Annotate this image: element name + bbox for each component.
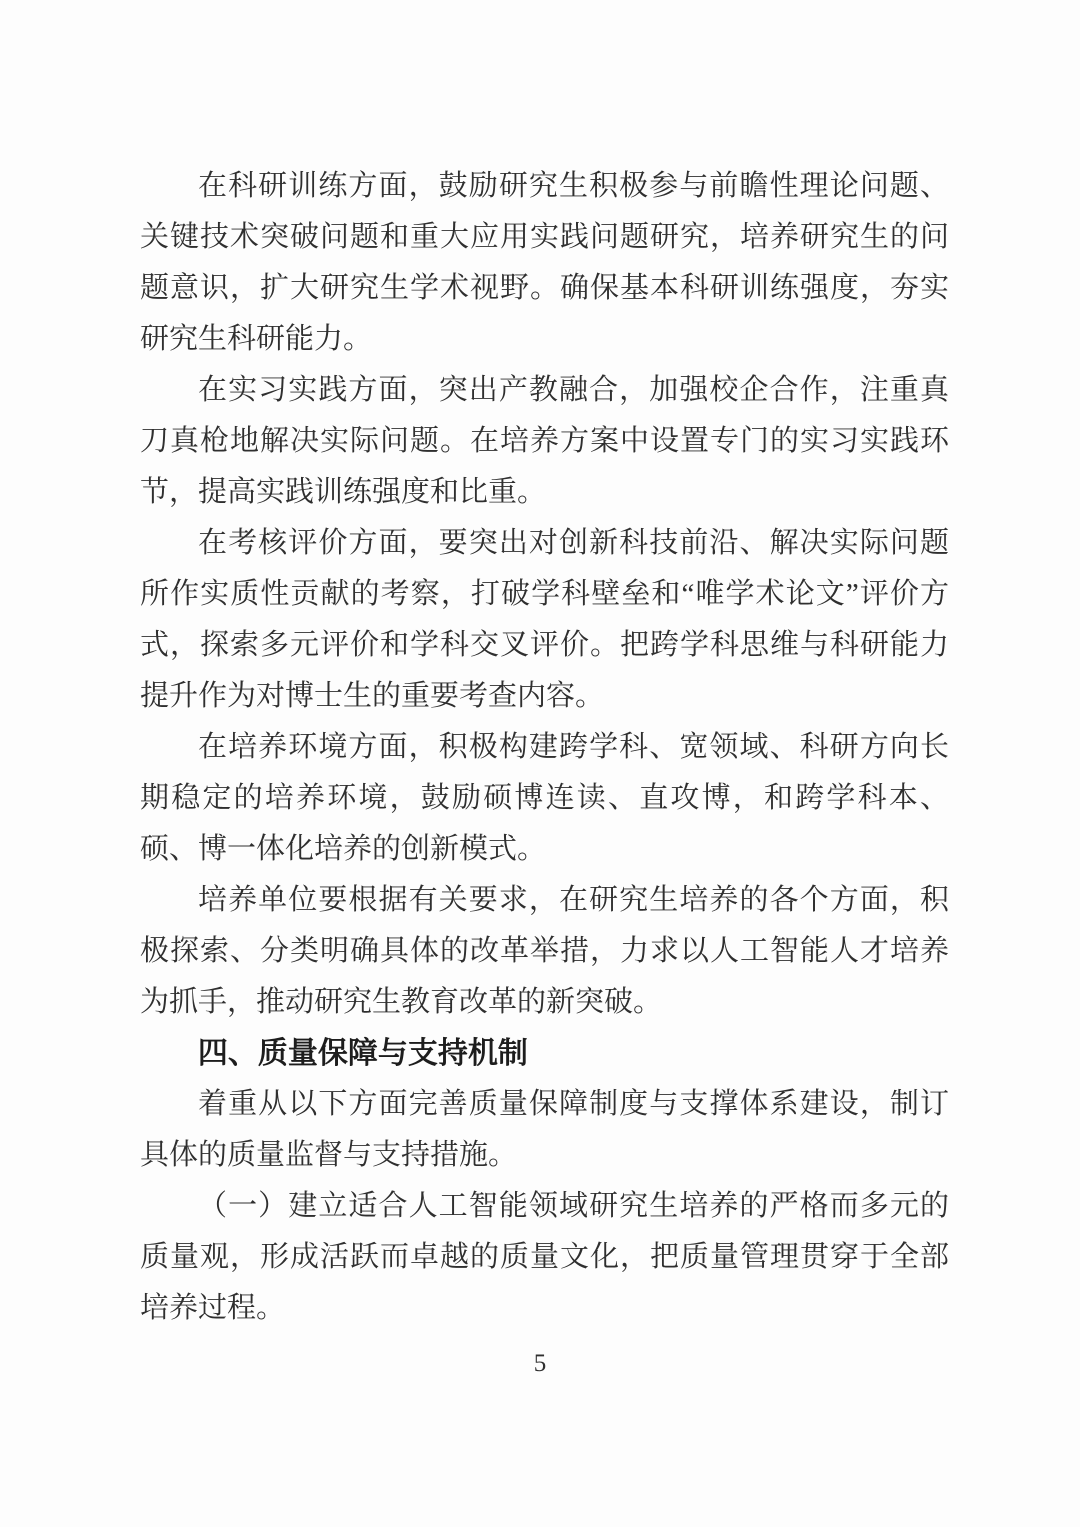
paragraph-cultivation-environment: 在培养环境方面，积极构建跨学科、宽领域、科研方向长期稳定的培养环境，鼓励硕博连读、直攻博，和跨学科本、硕、博一体化培养的创新模式。	[140, 731, 949, 865]
section-heading-quality-assurance: 四、质量保障与支持机制	[197, 1037, 528, 1070]
page-number: 5	[533, 1350, 547, 1377]
paragraph-internship-practice: 在实习实践方面，突出产教融合，加强校企合作，注重真刀真枪地解决实际问题。在培养方案中设置专门的实习实践环节，提高实践训练强度和比重。	[140, 374, 949, 508]
paragraph-research-training: 在科研训练方面，鼓励研究生积极参与前瞻性理论问题、关键技术突破问题和重大应用实践问题研究，培养研究生的问题意识，扩大研究生学术视野。确保基本科研训练强度，夯实研究生科研能力。	[140, 170, 949, 355]
paragraph-quality-system-intro: 着重从以下方面完善质量保障制度与支撑体系建设，制订具体的质量监督与支持措施。	[140, 1088, 949, 1171]
page-footer	[0, 1346, 1080, 1382]
paragraph-item-one-quality-view: （一）建立适合人工智能领域研究生培养的严格而多元的质量观，形成活跃而卓越的质量文化，把质量管理贯穿于全部培养过程。	[140, 1190, 949, 1324]
paragraph-assessment-evaluation: 在考核评价方面，要突出对创新科技前沿、解决实际问题所作实质性贡献的考察，打破学科壁垒和“唯学术论文”评价方式，探索多元评价和学科交叉评价。把跨学科思维与科研能力提升作为对博士生的重要考查内容。	[140, 527, 949, 712]
paragraph-training-units: 培养单位要根据有关要求，在研究生培养的各个方面，积极探索、分类明确具体的改革举措，力求以人工智能人才培养为抓手，推动研究生教育改革的新突破。	[140, 884, 949, 1018]
